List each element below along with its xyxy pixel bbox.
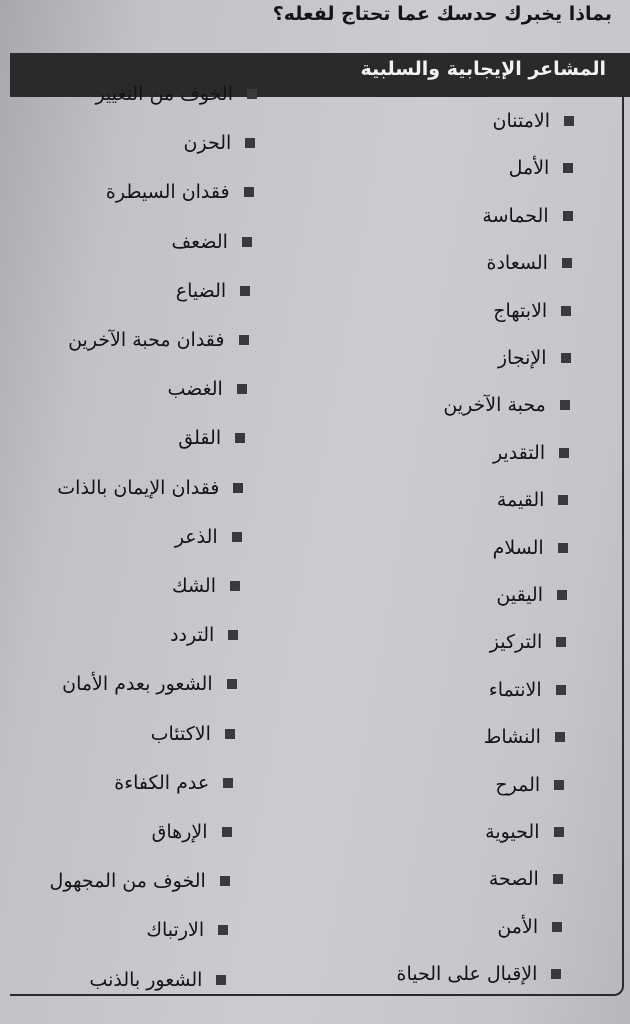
negative-emotion-label: عدم الكفاءة [114,771,210,794]
positive-emotion-label: الانتماء [488,678,542,701]
negative-emotion-label: الشعور بعدم الأمان [62,673,213,696]
negative-emotion-item [96,82,257,106]
square-bullet-icon [560,400,570,410]
square-bullet-icon [558,495,568,505]
positive-emotion-item [487,251,572,275]
positive-emotion-label: المرح [495,773,541,796]
positive-emotion-item [509,156,574,180]
negative-emotion-label: التردد [170,624,215,647]
negative-emotion-item [152,820,232,844]
square-bullet-icon [237,384,247,394]
square-bullet-icon [561,306,571,316]
positive-emotion-item [497,915,562,939]
negative-emotion-label: الارتباك [146,919,205,942]
positive-emotion-label: الابتهاج [493,299,548,322]
positive-emotion-item [482,204,572,228]
square-bullet-icon [562,258,572,268]
positive-emotion-item [489,867,563,891]
negative-emotion-label: الخوف من التغيير [95,83,233,105]
square-bullet-icon [228,630,238,640]
positive-emotion-item [489,678,566,702]
positive-emotion-item [495,773,564,797]
positive-emotion-item [493,536,568,560]
positive-emotion-label: النشاط [483,726,541,749]
positive-emotion-item [484,725,565,749]
square-bullet-icon [554,827,564,837]
negative-emotion-item [114,771,233,795]
negative-emotion-item [146,918,228,942]
negative-emotion-label: فقدان محبة الآخرين [68,329,225,351]
square-bullet-icon [242,237,252,247]
positive-emotion-item [443,393,570,417]
square-bullet-icon [239,335,249,345]
square-bullet-icon [218,925,228,935]
negative-emotion-item [172,230,252,254]
negative-emotion-item [89,968,226,992]
negative-emotion-label: الذعر [174,525,218,548]
positive-emotion-item [397,962,562,986]
positive-emotion-item [492,109,574,133]
positive-emotion-item [498,346,571,370]
negative-emotion-item [106,180,254,204]
negative-emotion-label: الخوف من المجهول [49,870,206,893]
square-bullet-icon [230,581,240,591]
negative-emotion-item [68,328,248,352]
positive-emotion-label: الإنجاز [497,347,547,369]
positive-emotion-label: التركيز [489,631,543,654]
positive-emotion-label: السعادة [486,252,548,275]
square-bullet-icon [244,187,254,197]
square-bullet-icon [563,163,573,173]
square-bullet-icon [223,778,233,788]
square-bullet-icon [247,89,257,99]
square-bullet-icon [554,780,564,790]
square-bullet-icon [222,827,232,837]
square-bullet-icon [553,874,563,884]
positive-emotion-label: اليقين [496,584,543,606]
square-bullet-icon [561,353,571,363]
square-bullet-icon [559,448,569,458]
negative-emotion-label: القلق [178,427,222,450]
square-bullet-icon [232,532,242,542]
square-bullet-icon [240,286,250,296]
negative-emotion-item [178,426,245,450]
positive-emotion-label: الحيوية [485,821,540,843]
positive-emotion-item [493,441,569,465]
positive-emotion-item [497,488,569,512]
positive-emotion-label: الإقبال على الحياة [396,963,538,986]
square-bullet-icon [552,922,562,932]
negative-emotion-label: الإرهاق [151,821,208,843]
square-bullet-icon [558,543,568,553]
negative-emotion-label: الغضب [167,378,223,401]
positive-emotion-label: الأمل [508,157,550,180]
negative-emotion-item [167,377,246,401]
positive-emotion-label: الامتنان [492,110,550,132]
negative-emotion-item [50,869,230,893]
section-header-title: المشاعر الإيجابية والسلبية [360,58,606,80]
negative-emotion-label: الضعف [171,230,228,253]
positive-emotion-label: التقدير [492,441,546,464]
negative-emotion-item [175,525,242,549]
negative-emotion-label: الاكتئاب [150,722,211,745]
negative-emotion-item [176,279,250,303]
square-bullet-icon [551,969,561,979]
square-bullet-icon [556,637,566,647]
page-question: بماذا يخبرك حدسك عما تحتاج لفعله؟ [272,3,612,25]
negative-emotion-item [172,574,240,598]
negative-emotion-item [57,476,243,500]
positive-emotion-label: محبة الآخرين [443,394,546,417]
square-bullet-icon [233,483,243,493]
square-bullet-icon [220,876,230,886]
negative-emotion-label: الشك [171,575,216,597]
positive-emotion-label: الحماسة [482,204,549,227]
square-bullet-icon [216,975,226,985]
positive-emotion-label: الصحة [488,868,539,891]
negative-emotion-label: فقدان الإيمان بالذات [57,476,220,499]
positive-emotion-item [485,820,563,844]
negative-emotion-label: الحزن [183,132,232,155]
square-bullet-icon [245,138,255,148]
negative-emotion-item [62,672,236,696]
positive-emotion-label: الأمن [497,915,539,938]
negative-emotion-item [170,623,238,647]
square-bullet-icon [557,590,567,600]
square-bullet-icon [556,685,566,695]
negative-emotion-label: فقدان السيطرة [105,181,230,204]
square-bullet-icon [555,732,565,742]
negative-emotion-item [151,722,235,746]
negative-emotion-label: الشعور بالذنب [89,968,203,991]
negative-emotion-label: الضياع [175,279,227,302]
square-bullet-icon [563,211,573,221]
square-bullet-icon [225,729,235,739]
positive-emotion-label: القيمة [496,489,545,512]
square-bullet-icon [227,679,237,689]
square-bullet-icon [564,116,574,126]
negative-emotion-item [184,131,256,155]
positive-emotion-label: السلام [492,536,544,559]
square-bullet-icon [235,433,245,443]
positive-emotion-item [490,630,567,654]
positive-emotion-item [496,583,567,607]
positive-emotion-item [493,299,571,323]
